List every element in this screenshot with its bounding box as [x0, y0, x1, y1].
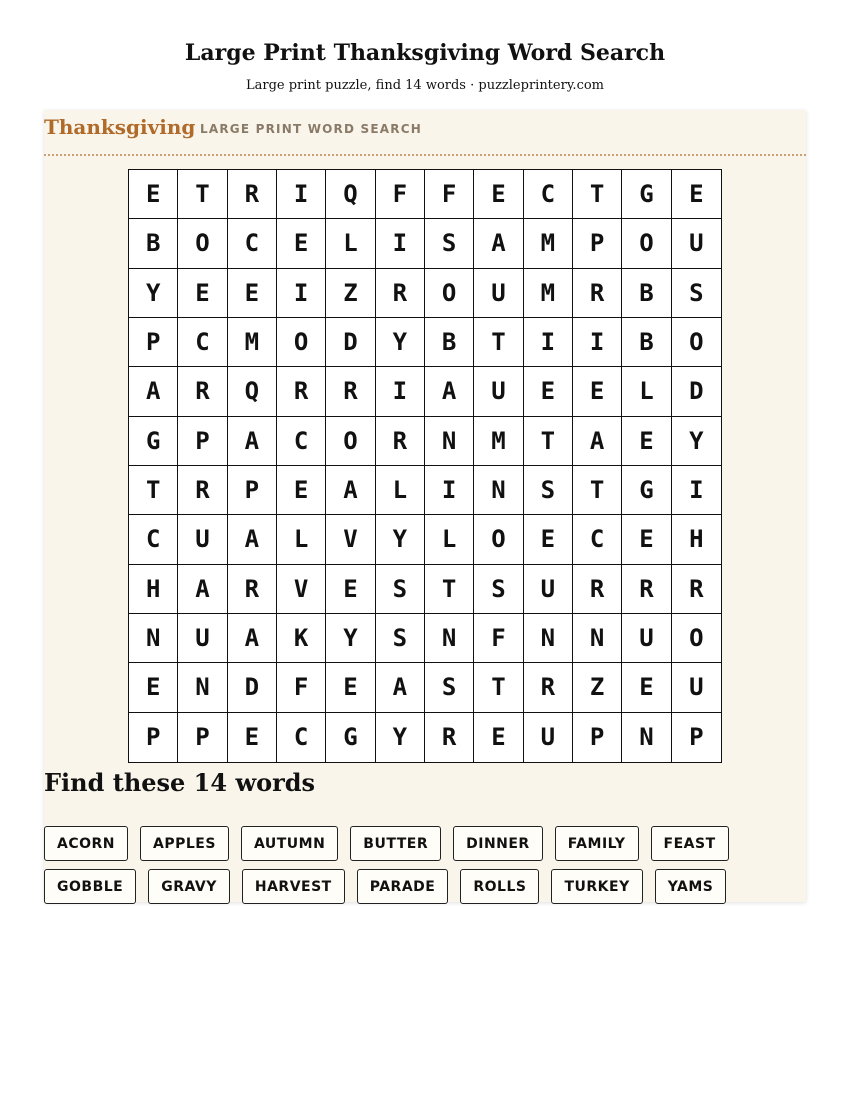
grid-cell[interactable]: H	[672, 515, 721, 564]
grid-cell[interactable]: M	[524, 269, 573, 318]
grid-cell[interactable]: N	[573, 614, 622, 663]
grid-cell[interactable]: S	[425, 663, 474, 712]
grid-cell[interactable]: R	[573, 269, 622, 318]
word-chip: ACORN	[44, 826, 128, 861]
grid-cell[interactable]: T	[178, 170, 227, 219]
grid-cell[interactable]: O	[425, 269, 474, 318]
grid-cell[interactable]: R	[228, 170, 277, 219]
grid-cell[interactable]: U	[622, 614, 671, 663]
theme-label: Thanksgiving	[44, 115, 196, 139]
grid-cell[interactable]: R	[622, 565, 671, 614]
grid-cell[interactable]: I	[376, 219, 425, 268]
grid-cell[interactable]: P	[178, 417, 227, 466]
grid-cell[interactable]: R	[573, 565, 622, 614]
grid-cell[interactable]: E	[326, 565, 375, 614]
grid-cell[interactable]: A	[178, 565, 227, 614]
grid-cell[interactable]: P	[689, 723, 704, 752]
grid-cell[interactable]: M	[474, 417, 523, 466]
grid-cell[interactable]: R	[277, 367, 326, 416]
grid-cell[interactable]: R	[326, 367, 375, 416]
grid-cell[interactable]: N	[178, 663, 227, 712]
grid-cell[interactable]: E	[622, 663, 671, 712]
grid-cell[interactable]: O	[178, 219, 227, 268]
grid-cell[interactable]: I	[425, 466, 474, 515]
letter-grid	[128, 169, 722, 763]
grid-cell[interactable]: R	[376, 417, 425, 466]
word-chip: GRAVY	[148, 869, 230, 904]
grid-cell[interactable]: T	[425, 565, 474, 614]
grid-cell[interactable]: D	[228, 663, 277, 712]
grid-cell[interactable]: G	[622, 466, 671, 515]
grid-cell[interactable]: A	[376, 663, 425, 712]
grid-cell[interactable]: F	[277, 663, 326, 712]
grid-cell[interactable]: S	[672, 269, 721, 318]
grid-cell[interactable]: S	[524, 466, 573, 515]
grid-cell[interactable]: E	[524, 367, 573, 416]
word-chip: FAMILY	[555, 826, 639, 861]
grid-cell[interactable]: N	[622, 713, 671, 762]
grid-cell[interactable]: R	[178, 466, 227, 515]
word-chip: FEAST	[651, 826, 729, 861]
grid-cell[interactable]: D	[326, 318, 375, 367]
grid-cell[interactable]: Z	[573, 663, 622, 712]
grid-cell[interactable]: R	[376, 269, 425, 318]
grid-cell[interactable]: I	[277, 170, 326, 219]
word-chip: APPLES	[140, 826, 229, 861]
grid-cell[interactable]: C	[228, 219, 277, 268]
grid-cell[interactable]: P	[228, 466, 277, 515]
grid-cell[interactable]: N	[474, 466, 523, 515]
grid-cell[interactable]: B	[622, 318, 671, 367]
grid-cell[interactable]: V	[326, 515, 375, 564]
grid-cell[interactable]: M	[524, 219, 573, 268]
puzzle-type-tag: LARGE PRINT WORD SEARCH	[200, 122, 422, 136]
grid-cell[interactable]: E	[277, 219, 326, 268]
grid-cell[interactable]: S	[474, 565, 523, 614]
grid-cell[interactable]: T	[524, 417, 573, 466]
grid-cell[interactable]: A	[326, 466, 375, 515]
grid-cell[interactable]: F	[474, 614, 523, 663]
grid-cell[interactable]: O	[277, 318, 326, 367]
grid-cell[interactable]: T	[129, 466, 178, 515]
grid-cell[interactable]: I	[277, 269, 326, 318]
grid-cell[interactable]: A	[573, 417, 622, 466]
grid-cell[interactable]: E	[622, 515, 671, 564]
grid-cell[interactable]: Z	[326, 269, 375, 318]
grid-cell[interactable]: E	[524, 515, 573, 564]
grid-cell[interactable]: N	[129, 614, 178, 663]
grid-cell[interactable]: S	[376, 614, 425, 663]
grid-cell[interactable]: E	[474, 170, 523, 219]
grid-cell[interactable]: A	[474, 219, 523, 268]
grid-cell[interactable]: Q	[228, 367, 277, 416]
grid-cell[interactable]: E	[228, 269, 277, 318]
grid-cell[interactable]: N	[524, 614, 573, 663]
puzzle-card	[44, 110, 806, 902]
grid-cell[interactable]: L	[277, 515, 326, 564]
grid-cell[interactable]: R	[425, 713, 474, 762]
grid-cell[interactable]: E	[228, 713, 277, 762]
grid-cell[interactable]: U	[178, 515, 227, 564]
word-chip: BUTTER	[350, 826, 441, 861]
grid-cell[interactable]: V	[277, 565, 326, 614]
grid-cell[interactable]: L	[376, 466, 425, 515]
grid-cell[interactable]: O	[326, 417, 375, 466]
grid-cell[interactable]: S	[425, 219, 474, 268]
grid-cell[interactable]: U	[178, 614, 227, 663]
grid-cell[interactable]: P	[573, 219, 622, 268]
grid-cell[interactable]: A	[228, 614, 277, 663]
grid-cell[interactable]: Y	[672, 417, 721, 466]
grid-cell[interactable]: F	[376, 170, 425, 219]
grid-cell[interactable]: F	[425, 170, 474, 219]
grid-cell[interactable]: T	[573, 170, 622, 219]
grid-cell[interactable]: C	[129, 515, 178, 564]
grid-cell[interactable]: E	[178, 269, 227, 318]
grid-cell[interactable]: P	[129, 318, 178, 367]
grid-cell[interactable]: O	[622, 219, 671, 268]
grid-cell[interactable]: N	[425, 614, 474, 663]
grid-cell[interactable]: N	[425, 417, 474, 466]
grid-cell[interactable]: R	[178, 367, 227, 416]
grid-cell[interactable]: Q	[326, 170, 375, 219]
grid-cell[interactable]: E	[573, 367, 622, 416]
grid-cell[interactable]: K	[277, 614, 326, 663]
word-chip: AUTUMN	[241, 826, 338, 861]
grid-cell[interactable]: U	[474, 269, 523, 318]
grid-cell[interactable]: C	[178, 318, 227, 367]
word-chip: GOBBLE	[44, 869, 136, 904]
grid-cell[interactable]: C	[524, 170, 573, 219]
grid-cell[interactable]: E	[326, 663, 375, 712]
grid-cell[interactable]: Y	[326, 614, 375, 663]
grid-cell[interactable]: P	[178, 713, 227, 762]
word-chip: YAMS	[655, 869, 727, 904]
grid-cell[interactable]: E	[622, 417, 671, 466]
word-chip: ROLLS	[460, 869, 539, 904]
grid-cell[interactable]: U	[524, 713, 573, 762]
grid-cell[interactable]: I	[672, 466, 721, 515]
grid-cell[interactable]: G	[129, 417, 178, 466]
grid-cell[interactable]: R	[228, 565, 277, 614]
grid-cell[interactable]: O	[672, 614, 721, 663]
grid-cell[interactable]: I	[524, 318, 573, 367]
grid-cell[interactable]: I	[376, 367, 425, 416]
page-subtitle: Large print puzzle, find 14 words · puzzleprintery.com	[245, 78, 605, 93]
grid-cell[interactable]: E	[129, 663, 178, 712]
grid-cell[interactable]: U	[672, 219, 721, 268]
grid-cell[interactable]: O	[672, 318, 721, 367]
grid-cell[interactable]: A	[425, 367, 474, 416]
word-chip: TURKEY	[551, 869, 642, 904]
grid-cell[interactable]: A	[228, 515, 277, 564]
page-title: Large Print Thanksgiving Word Search	[184, 40, 666, 66]
grid-cell[interactable]: Y	[376, 713, 425, 762]
grid-cell[interactable]: T	[474, 318, 523, 367]
grid-cell[interactable]: E	[129, 170, 178, 219]
grid-cell[interactable]: B	[425, 318, 474, 367]
grid-cell[interactable]: E	[474, 713, 523, 762]
grid-cell[interactable]: O	[474, 515, 523, 564]
grid-cell[interactable]: H	[129, 565, 178, 614]
grid-cell[interactable]: B	[622, 269, 671, 318]
grid-cell[interactable]: A	[129, 367, 178, 416]
grid-cell[interactable]: L	[326, 219, 375, 268]
grid-cell[interactable]: M	[228, 318, 277, 367]
grid-cell[interactable]: C	[277, 713, 326, 762]
grid-cell[interactable]: P	[129, 713, 178, 762]
word-list-heading: Find these 14 words	[44, 768, 316, 797]
grid-cell[interactable]: U	[672, 663, 721, 712]
grid-cell[interactable]: Y	[376, 318, 425, 367]
grid-cell[interactable]: U	[474, 367, 523, 416]
word-chip: PARADE	[357, 869, 449, 904]
grid-cell[interactable]: Y	[129, 269, 178, 318]
grid-cell[interactable]: L	[622, 367, 671, 416]
grid-cell[interactable]: C	[277, 417, 326, 466]
grid-cell[interactable]: A	[228, 417, 277, 466]
grid-cell[interactable]: E	[277, 466, 326, 515]
grid-cell[interactable]: C	[573, 515, 622, 564]
grid-cell[interactable]: B	[129, 219, 178, 268]
grid-cell[interactable]: P	[573, 713, 622, 762]
grid-cell[interactable]: R	[524, 663, 573, 712]
grid-cell[interactable]: D	[672, 367, 721, 416]
card-header	[44, 110, 806, 156]
word-chip: DINNER	[453, 826, 543, 861]
grid-cell[interactable]: T	[573, 466, 622, 515]
grid-cell[interactable]: U	[524, 565, 573, 614]
grid-cell[interactable]: E	[672, 170, 721, 219]
grid-cell[interactable]: G	[326, 713, 375, 762]
grid-cell[interactable]: S	[376, 565, 425, 614]
grid-cell[interactable]: R	[672, 565, 721, 614]
grid-cell[interactable]: L	[425, 515, 474, 564]
grid-cell[interactable]: I	[573, 318, 622, 367]
word-list	[44, 826, 814, 904]
grid-cell[interactable]: G	[622, 170, 671, 219]
word-chip: HARVEST	[242, 869, 345, 904]
grid-cell[interactable]: T	[474, 663, 523, 712]
grid-cell[interactable]: Y	[376, 515, 425, 564]
